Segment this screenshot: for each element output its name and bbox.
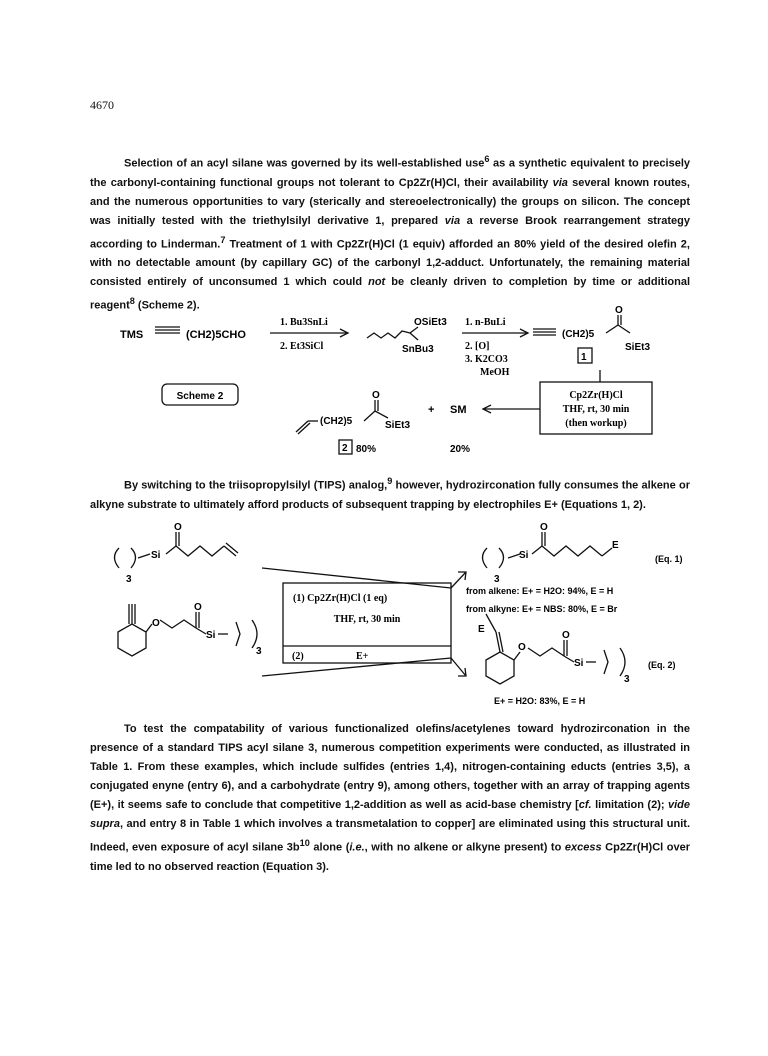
si-left-2: Si	[206, 630, 216, 641]
para1-text: as a synthetic equivalent to precisely the carbonyl-containing functional groups not tolerant to Cp2Zr(H)Cl, their availability	[90, 157, 690, 189]
si-left-1: Si	[151, 550, 161, 561]
sub-3-right-1: 3	[494, 574, 500, 585]
conditions-line-1: (1) Cp2Zr(H)Cl (1 eq)	[293, 593, 388, 604]
osiet3-label: OSiEt3	[414, 317, 447, 328]
carbonyl-oxygen-left-2: O	[194, 602, 202, 613]
sm-label: SM	[450, 404, 467, 416]
para1-text: (Scheme 2).	[134, 299, 200, 312]
ref-6: 6	[484, 154, 490, 164]
ref-8: 8	[129, 296, 135, 307]
para3-italic: excess	[564, 841, 602, 854]
chain-2: (CH2)5	[562, 329, 595, 340]
ref-7: 7	[220, 234, 226, 245]
para3-text: , with no alkene or alkyne present) to	[364, 841, 565, 854]
ref-10: 10	[299, 838, 310, 848]
para1-italic: not	[368, 276, 386, 289]
tms-label: TMS	[120, 329, 144, 341]
conditions-line-3b: E+	[356, 651, 369, 662]
scheme-label: Scheme 2	[176, 391, 224, 402]
from-alkene-note: from alkene: E+ = H2O: 94%, E = H	[466, 586, 614, 596]
eq-2-note: E+ = H2O: 83%, E = H	[494, 696, 586, 706]
sub-3-left-1: 3	[126, 574, 132, 585]
page-number: 4670	[90, 98, 114, 112]
sub-3-left-2: 3	[256, 646, 262, 657]
paragraph-3	[90, 720, 690, 877]
para3-text: alone (	[309, 841, 350, 854]
e-right-2: E	[478, 624, 485, 635]
para3-text: limitation (2);	[591, 799, 668, 811]
aldehyde-chain: (CH2)5CHO	[186, 329, 246, 341]
compound-1-label: 1	[581, 352, 587, 363]
paragraph-2	[90, 472, 690, 515]
from-alkyne-note: from alkyne: E+ = NBS: 80%, E = Br	[466, 604, 618, 614]
e-right-1: E	[612, 540, 619, 551]
yield-2: 80%	[356, 444, 377, 455]
sub-3-right-2: 3	[624, 674, 630, 685]
yield-sm: 20%	[450, 444, 471, 455]
para3-text: Cp2Zr(H)Cl over time led to no observed reaction (Equation 3).	[90, 841, 690, 873]
eq-1-label: (Eq. 1)	[655, 554, 683, 564]
compound-2-label: 2	[342, 443, 348, 454]
reagent-1a: 1. Bu3SnLi	[280, 317, 328, 328]
conditions-line-3a: (2)	[292, 651, 304, 662]
para2-text: however, hydrozirconation fully consumes the alkene or alkyne substrate to ultimately afford products of subsequent trapping by electrophiles E+ (Equations 1, 2).	[90, 479, 690, 511]
oxygen-1: O	[615, 305, 623, 316]
para3-italic: vide supra	[90, 799, 690, 830]
eq-2-label: (Eq. 2)	[648, 660, 676, 670]
para1-text: a reverse Brook rearrangement strategy according to Linderman.	[90, 214, 690, 251]
reagent-1b: 2. Et3SiCl	[280, 341, 324, 352]
siet3-2: SiEt3	[385, 420, 411, 431]
chain-3: (CH2)5	[320, 416, 353, 427]
para1-text: be cleanly driven to completion by time or additional reagent	[90, 276, 690, 312]
para1-text: Selection of an acyl silane was governed by its well-established use	[124, 157, 485, 170]
reagent-2b: 2. [O]	[465, 341, 490, 352]
para3-text: To test the compatability of various functionalized olefins/acetylenes toward hydrozirconation in the presence of a standard TIPS acyl silane 3, numerous competition experiments were conducted, as illustrated in Table 1. From these examples, which include sulfides (entries 1,4), nitrogen-containing educts (entries 3,5), a conjugated enyne (entry 6), and a carbohydrate (entry 9), among others, together with an array of trapping agents (E+), it seems safe to conclude that competitive 1,2-addition as well as acid-base chemistry [	[90, 723, 690, 811]
para2-text: By switching to the triisopropylsilyl (TIPS) analog,	[124, 479, 388, 492]
conditions-3: (then workup)	[565, 418, 627, 429]
para1-italic: via	[444, 214, 461, 227]
para1-text: Treatment of 1 with Cp2Zr(H)Cl (1 equiv) afforded an 80% yield of the desired olefin 2, with no detectable amount (by capillary GC) of the carbonyl 1,2-adduct. Unfortunately, the remaining material consisted entirely of unconsumed 1 which could	[90, 238, 690, 289]
paragraph-1	[90, 150, 690, 316]
carbonyl-oxygen-right-2: O	[562, 630, 570, 641]
reagent-2a: 1. n-BuLi	[465, 317, 506, 328]
oxygen-left-2: O	[152, 618, 160, 629]
snbu3-label: SnBu3	[402, 344, 434, 355]
reagent-2c: 3. K2CO3	[465, 354, 508, 365]
para3-italic: cf.	[578, 799, 592, 811]
conditions-2: THF, rt, 30 min	[562, 404, 630, 415]
si-right-1: Si	[519, 550, 529, 561]
para3-text: , and entry 8 in Table 1 which involves a transmetalation to copper] are eliminated using this structural unit. Indeed, even exposure of acyl silane 3b	[90, 818, 690, 854]
para1-italic: via	[552, 176, 568, 189]
si-right-2: Si	[574, 658, 584, 669]
conditions-line-2: THF, rt, 30 min	[333, 614, 401, 625]
reagent-2d: MeOH	[480, 367, 510, 378]
para3-italic: i.e.	[349, 841, 365, 854]
ref-9: 9	[387, 476, 393, 486]
conditions-1: Cp2Zr(H)Cl	[569, 390, 623, 401]
para1-text: several known routes, and the numerous opportunities to vary (sterically and stereoelectronically) the groups on silicon. The concept was initially tested with the triethylsilyl derivative 1, prepared	[90, 176, 690, 227]
plus-sign: +	[428, 404, 435, 416]
oxygen-2: O	[372, 390, 380, 401]
oxygen-right-2: O	[518, 642, 526, 653]
oxygen-left-1: O	[174, 522, 182, 533]
siet3-1: SiEt3	[625, 342, 651, 353]
oxygen-right-1: O	[540, 522, 548, 533]
